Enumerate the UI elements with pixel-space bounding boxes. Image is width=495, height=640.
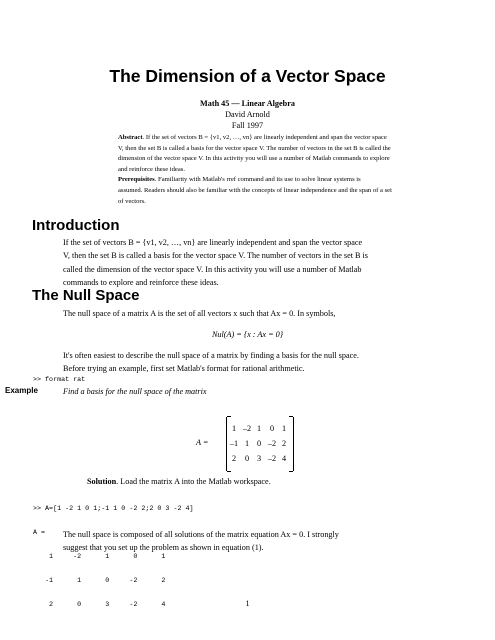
null-space-paragraph: It's often easiest to describe the null space of a matrix by finding a basis for the null space. Before trying an example, first set Matlab's format for rational arithmetic. [63, 351, 359, 374]
introduction-paragraph: If the set of vectors B = {v1, v2, …, vn} are linearly independent and span the vector space V, then the set B is called a basis for the vector space V. The number of vectors in the set B is called the dimension of the vector space V. In this activity you will use a number of Matlab commands to explore and reinforce these ideas. [63, 238, 368, 288]
code-format-rat: >> format rat [33, 376, 86, 384]
null-space-definition: The null space of a matrix A is the set of all vectors x such that Ax = 0. In symbols, [63, 309, 336, 318]
page-number: 1 [245, 599, 250, 608]
closing-paragraph: The null space is composed of all solutions of the matrix equation Ax = 0. I strongly suggest that you set up the problem as shown in equation (1). [63, 530, 339, 553]
solution-label: Solution [87, 477, 117, 486]
matrix-cell: 0 [244, 454, 250, 463]
matrix-cell: 1 [281, 424, 287, 433]
abstract-line: dimension of the vector space V. In this activity you will use a number of Matlab commands to explore [118, 155, 390, 163]
code-line: -1 1 0 -2 2 [33, 577, 166, 585]
code-line: 1 -2 1 0 1 [33, 553, 166, 561]
matrix-cell: 1 [244, 439, 250, 448]
null-space-equation: Nul(A) = {x : Ax = 0} [211, 330, 284, 339]
prerequisites-label: Prerequisites [118, 176, 155, 184]
matrix-a [226, 417, 294, 471]
course-name: Math 45 — Linear Algebra [200, 99, 295, 108]
abstract-label: Abstract [118, 134, 143, 141]
matrix-cell: 1 [256, 424, 262, 433]
section-heading-introduction: Introduction [32, 217, 120, 234]
term: Fall 1997 [231, 121, 264, 130]
prerequisites-line: assumed. Readers should also be familiar with the concepts of linear independence and the span of a set [118, 186, 392, 194]
matrix-cell: 2 [231, 454, 237, 463]
document-title: The Dimension of a Vector Space [109, 66, 386, 86]
matrix-cell: –2 [267, 454, 277, 463]
matrix-cell: –2 [267, 439, 277, 448]
prerequisites-line: of vectors. [118, 197, 146, 205]
abstract-line: and reinforce these ideas. [118, 165, 186, 173]
author-name: David Arnold [225, 110, 270, 119]
code-line: 2 0 3 -2 4 [33, 601, 166, 609]
solution-line: Solution. Load the matrix A into the Matlab workspace. [87, 477, 271, 486]
prerequisites-line: Prerequisites. Familiarity with Matlab's rref command and its use to solve linear systems is [118, 176, 361, 184]
matrix-cell: –1 [229, 439, 239, 448]
matrix-cell: 3 [256, 454, 262, 463]
example-prompt: Find a basis for the null space of the matrix [63, 387, 207, 396]
abstract [118, 133, 433, 207]
matrix-label: A = [196, 438, 209, 447]
example-label: Example [5, 386, 38, 395]
matrix-cell: 0 [269, 424, 275, 433]
code-line: >> A=[1 -2 1 0 1;-1 1 0 -2 2;2 0 3 -2 4] [33, 505, 194, 513]
abstract-line: V, then the set B is called a basis for the vector space V. The number of vectors in the set B is called the [118, 144, 391, 152]
matrix-cell: 4 [281, 454, 287, 463]
matrix-cell: –2 [242, 424, 252, 433]
code-line: A = [33, 529, 46, 537]
abstract-line: Abstract. If the set of vectors B = {v1, v2, …, vn} are linearly independent and span the vector space [118, 134, 387, 141]
matrix-cell: 0 [256, 439, 262, 448]
matrix-cell: 2 [281, 439, 287, 448]
section-heading-null-space: The Null Space [32, 287, 140, 304]
matrix-cell: 1 [231, 424, 237, 433]
